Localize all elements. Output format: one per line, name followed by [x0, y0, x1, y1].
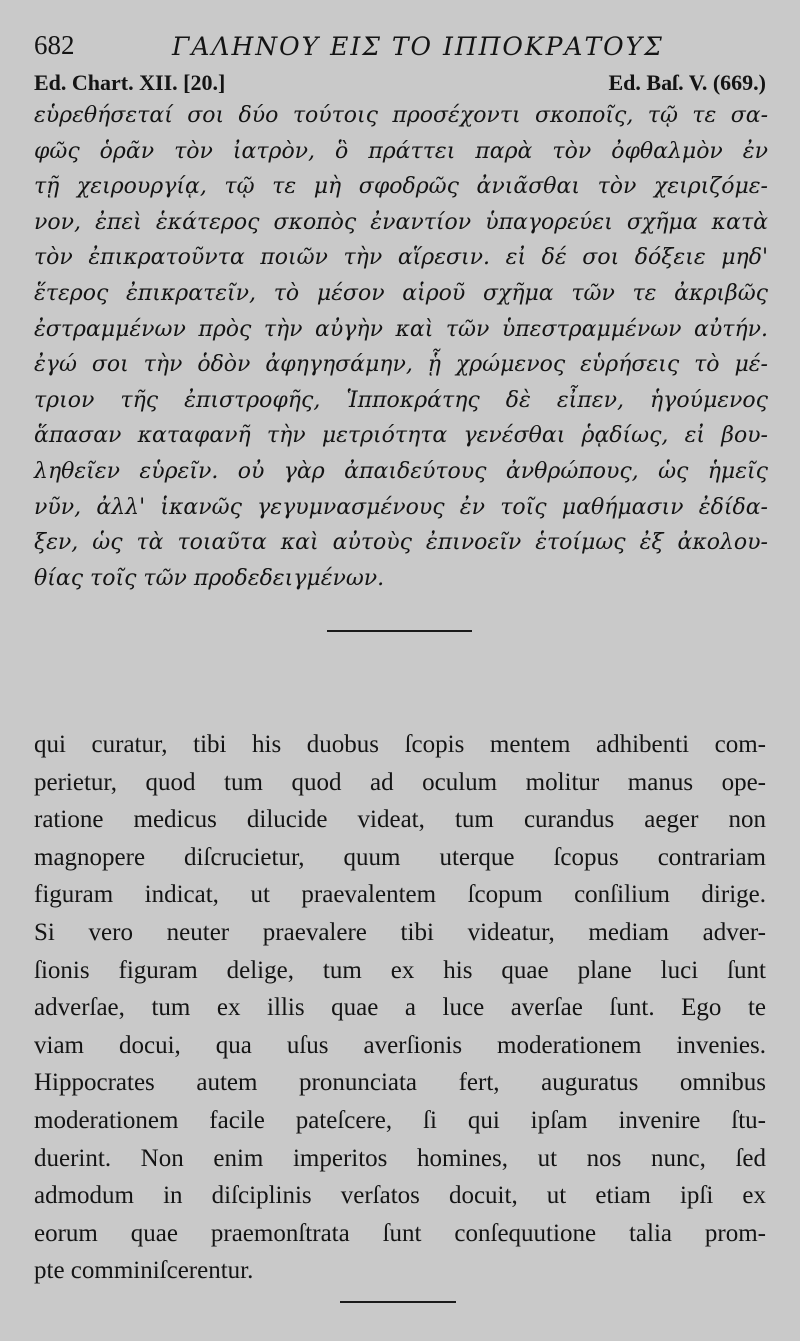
latin-text-block: [34, 726, 766, 1290]
edition-references: [34, 70, 766, 96]
latin-line: duerint. Non enim imperitos homines, ut nos nunc, ſed: [34, 1144, 766, 1172]
running-title: ΓΑΛΗΝΟΥ ΕΙΣ ΤΟ ΙΠΠΟΚΡΑΤΟΥΣ: [172, 32, 664, 61]
greek-line: φῶς ὁρᾶν τὸν ἰατρὸν, ὃ πράττει παρὰ τὸν ὀφθαλμὸν ἐν: [34, 138, 768, 164]
latin-line: perietur, quod tum quod ad oculum molitur manus ope-: [34, 768, 766, 796]
latin-line: figuram indicat, ut praevalentem ſcopum conſilium dirige.: [34, 881, 766, 909]
latin-line: pte comminiſcerentur.: [34, 1257, 254, 1285]
greek-line: θίας τοῖς τῶν προδεδειγμένων.: [34, 565, 385, 591]
section-divider: [327, 630, 472, 632]
greek-text-block: [34, 98, 768, 596]
latin-line: qui curatur, tibi his duobus ſcopis mentem adhibenti com-: [34, 731, 766, 758]
edition-chartier-reference: Ed. Chart. XII. [20.]: [34, 70, 226, 95]
greek-line: ληθεῖεν εὑρεῖν. οὐ γὰρ ἀπαιδεύτους ἀνθρώπους, ὡς ἡμεῖς: [34, 458, 768, 484]
greek-line: νον, ἐπεὶ ἑκάτερος σκοπὸς ἐναντίον ὑπαγορεύει σχῆμα κατὰ: [34, 209, 768, 235]
running-head: [34, 30, 766, 66]
end-divider: [340, 1301, 456, 1303]
latin-line: magnopere diſcrucietur, quum uterque ſcopus contrariam: [34, 843, 766, 871]
greek-line: ἐγώ σοι τὴν ὁδὸν ἀφηγησάμην, ᾗ χρώμενος εὑρήσεις τὸ μέ-: [34, 352, 768, 378]
latin-line: admodum in diſciplinis verſatos docuit, ut etiam ipſi ex: [34, 1182, 766, 1210]
greek-line: ἐστραμμένων πρὸς τὴν αὐγὴν καὶ τῶν ὑπεστραμμένων αὐτήν.: [34, 316, 768, 342]
latin-line: ſionis figuram delige, tum ex his quae plane luci ſunt: [34, 956, 766, 984]
latin-line: eorum quae praemonſtrata ſunt conſequutione talia prom-: [34, 1219, 766, 1247]
greek-line: τῇ χειρουργίᾳ, τῷ τε μὴ σφοδρῶς ἀνιᾶσθαι τὸν χειριζόμε-: [34, 174, 768, 200]
page-number: 682: [34, 30, 75, 60]
latin-line: Si vero neuter praevalere tibi videatur, mediam adver-: [34, 918, 766, 946]
latin-line: moderationem facile pateſcere, ſi qui ipſam invenire ſtu-: [34, 1106, 766, 1134]
greek-line: τριον τῆς ἐπιστροφῆς, Ἱπποκράτης δὲ εἶπεν, ἡγούμενος: [34, 387, 768, 413]
edition-basel-reference: Ed. Baſ. V. (669.): [608, 70, 766, 95]
greek-line: τὸν ἐπικρατοῦντα ποιῶν τὴν αἵρεσιν. εἰ δέ σοι δόξειε μηδ': [34, 245, 768, 271]
greek-line: ἕτερος ἐπικρατεῖν, τὸ μέσον αἱροῦ σχῆμα τῶν τε ἀκριβῶς: [34, 280, 768, 306]
greek-line: ἅπασαν καταφανῆ τὴν μετριότητα γενέσθαι ῥᾳδίως, εἰ βου-: [34, 423, 768, 449]
greek-line: εὑρεθήσεταί σοι δύο τούτοις προσέχοντι σκοποῖς, τῷ τε σα-: [34, 103, 768, 128]
latin-line: adverſae, tum ex illis quae a luce averſae ſunt. Ego te: [34, 994, 766, 1022]
latin-line: ratione medicus dilucide videat, tum curandus aeger non: [34, 806, 766, 834]
greek-line: ξεν, ὡς τὰ τοιαῦτα καὶ αὐτοὺς ἐπινοεῖν ἑτοίμως ἐξ ἀκολου-: [34, 530, 768, 556]
latin-line: viam docui, qua uſus averſionis moderationem invenies.: [34, 1031, 766, 1059]
latin-line: Hippocrates autem pronunciata fert, auguratus omnibus: [34, 1069, 766, 1097]
greek-line: νῦν, ἀλλ' ἱκανῶς γεγυμνασμένους ἐν τοῖς μαθήμασιν ἐδίδα-: [34, 494, 768, 520]
